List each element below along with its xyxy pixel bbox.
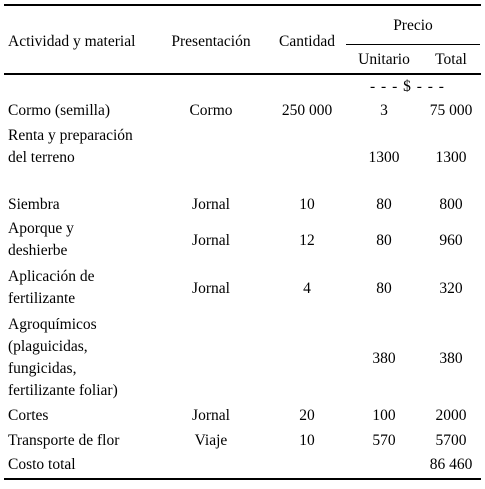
row-activity: Transporte de flor: [8, 432, 120, 449]
row-activity: Aporque y deshierbe: [8, 220, 74, 259]
row-total-price: 320: [439, 280, 463, 297]
row-presentation: Cormo: [189, 102, 233, 119]
row-total-price: 1300: [435, 149, 467, 166]
row-total-price: 5700: [435, 432, 467, 449]
row-unit-price: 380: [372, 350, 396, 367]
row-unit-price: 80: [376, 232, 392, 249]
row-activity: Aplicación de fertilizante: [8, 268, 95, 307]
row-total-price: 380: [439, 350, 463, 367]
row-presentation: Jornal: [192, 196, 230, 213]
header-presentation: Presentación: [171, 33, 251, 50]
row-unit-price: 3: [380, 102, 388, 119]
row-total-price: 2000: [435, 407, 467, 424]
row-activity: Renta y preparación del terreno: [8, 127, 133, 166]
row-quantity: 10: [299, 432, 315, 449]
row-presentation: Jornal: [192, 280, 230, 297]
row-unit-price: 80: [376, 196, 392, 213]
header-activity: Actividad y material: [8, 33, 136, 50]
top-rule: [4, 4, 481, 6]
header-bottom-rule: [4, 73, 481, 75]
row-presentation: Viaje: [194, 432, 228, 449]
header-quantity: Cantidad: [279, 33, 335, 50]
bottom-rule: [4, 478, 481, 480]
row-quantity: 12: [299, 232, 315, 249]
row-quantity: 10: [299, 196, 315, 213]
row-total-price: 800: [439, 196, 463, 213]
row-unit-price: 100: [372, 407, 396, 424]
row-activity: Siembra: [8, 196, 60, 213]
row-activity: Cortes: [8, 407, 49, 424]
header-total-price: Total: [435, 51, 467, 68]
row-unit-price: 80: [376, 280, 392, 297]
row-total-price: 960: [439, 232, 463, 249]
currency-row: - - - $ - - -: [370, 78, 445, 95]
row-quantity: 20: [299, 407, 315, 424]
row-unit-price: 570: [372, 432, 396, 449]
row-unit-price: 1300: [368, 149, 400, 166]
row-activity: Cormo (semilla): [8, 102, 111, 119]
row-presentation: Jornal: [192, 407, 230, 424]
row-quantity: 250 000: [281, 102, 333, 119]
row-activity: Agroquímicos (plaguicidas, fungicidas, fertilizante foliar): [8, 316, 118, 399]
row-quantity: 4: [303, 280, 311, 297]
row-total-price: 75 000: [429, 102, 473, 119]
price-rule: [346, 44, 480, 45]
header-unit-price: Unitario: [358, 51, 410, 68]
grand-total: 86 460: [429, 456, 473, 473]
row-presentation: Jornal: [192, 232, 230, 249]
total-label: Costo total: [8, 456, 76, 473]
header-price: Precio: [393, 17, 433, 34]
